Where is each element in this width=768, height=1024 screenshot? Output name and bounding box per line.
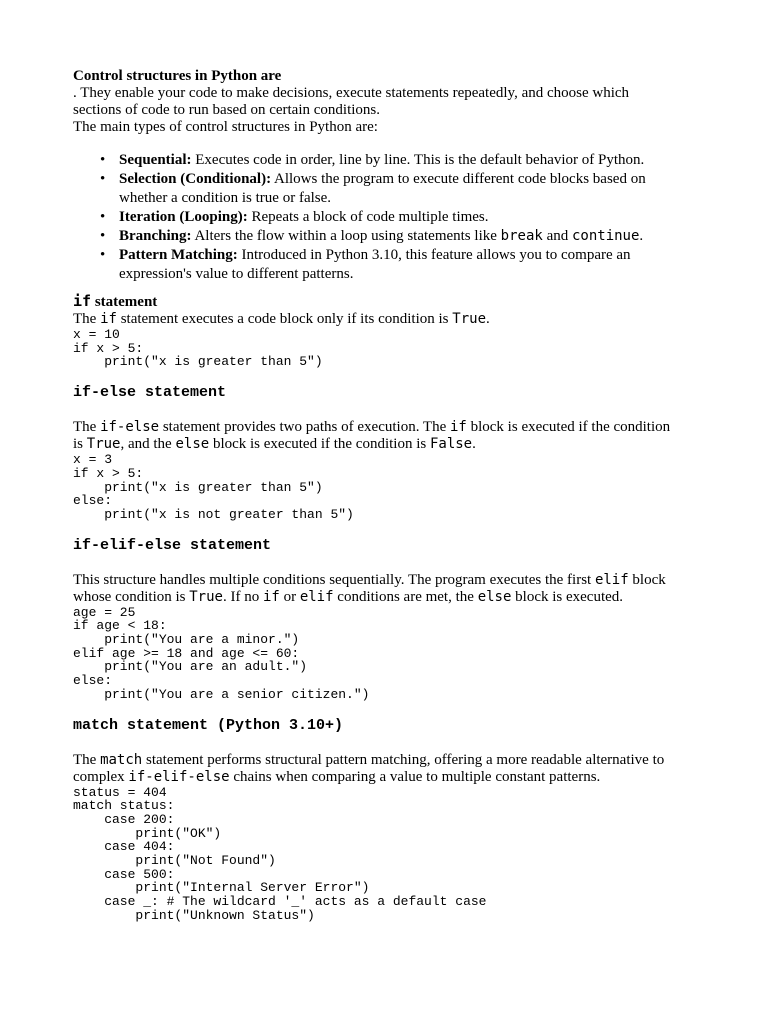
inline-code: elif (594, 571, 629, 588)
document-title: Control structures in Python are (73, 68, 282, 84)
inline-code: if (262, 588, 280, 605)
if-heading-code: if (73, 292, 92, 310)
list-item-term: Sequential: (119, 152, 192, 168)
text-fragment: The (73, 311, 101, 327)
if-else-description (73, 419, 713, 453)
if-else-code-block: x = 3 if x > 5: print("x is greater than 5") else: print("x is not greater than 5") (73, 452, 354, 522)
intro-line-1: . They enable your code to make decisions, execute statements repeatedly, and choose which (73, 85, 630, 101)
list-item (73, 227, 713, 246)
text-fragment: . (486, 311, 490, 327)
inline-code: else (175, 436, 210, 453)
text-fragment: , and the (120, 436, 176, 453)
text-fragment: or (279, 588, 300, 605)
document-page (73, 68, 713, 923)
inline-code: if-else (100, 419, 160, 436)
if-heading (73, 293, 713, 311)
intro-line-2: sections of code to run based on certain conditions. (73, 102, 381, 118)
list-item-desc: Repeats a block of code multiple times. (247, 209, 489, 225)
bullet-icon: • (100, 209, 106, 225)
text-fragment: whose condition is (73, 588, 190, 605)
if-description (73, 311, 713, 328)
text-fragment: is (73, 436, 87, 453)
text-fragment: complex (73, 768, 129, 785)
inline-code: True (452, 311, 486, 327)
inline-code: False (429, 436, 473, 453)
text-fragment: statement performs structural pattern matching, offering a more readable alternative to (142, 751, 665, 768)
inline-code: if-elif-else (128, 768, 230, 785)
list-item-desc-cont: expression's value to different patterns. (119, 266, 354, 282)
inline-code: elif (299, 588, 334, 605)
match-heading: match statement (Python 3.10+) (73, 716, 344, 734)
inline-code-break: break (500, 228, 543, 244)
list-item (73, 151, 713, 170)
text-fragment: conditions are met, the (333, 588, 478, 605)
if-code-block: x = 10 if x > 5: print("x is greater than 5") (73, 327, 323, 370)
text-fragment: block is executed. (511, 588, 624, 605)
list-item-term: Pattern Matching: (119, 247, 238, 263)
match-code-block: status = 404 match status: case 200: print("OK") case 404: print("Not Found") case 500: print("Internal Server Error") case _: # The wildcard '_' acts as a default case print("Unknown Status") (73, 784, 487, 923)
list-item-desc: Allows the program to execute different code blocks based on (271, 171, 646, 187)
list-item (73, 246, 713, 284)
if-heading-text: statement (91, 294, 158, 310)
text-fragment: block is executed if the condition is (209, 436, 430, 453)
text-fragment: The (73, 419, 101, 436)
list-item-desc-cont: whether a condition is true or false. (119, 190, 332, 206)
if-elif-else-description (73, 572, 713, 606)
text-fragment: . (472, 436, 476, 453)
bullet-icon: • (100, 228, 106, 244)
list-item (73, 170, 713, 208)
intro-line-3: The main types of control structures in Python are: (73, 119, 378, 135)
match-description (73, 752, 713, 786)
text-fragment: chains when comparing a value to multiple constant patterns. (229, 768, 601, 785)
if-else-heading: if-else statement (73, 384, 227, 402)
list-item-desc-mid: and (542, 228, 572, 244)
text-fragment: statement executes a code block only if its condition is (116, 311, 453, 327)
list-item-desc: Alters the flow within a loop using statements like (191, 228, 501, 244)
text-fragment: statement provides two paths of execution. The (159, 419, 450, 436)
list-item (73, 208, 713, 227)
bullet-icon: • (100, 152, 106, 168)
if-elif-else-heading: if-elif-else statement (73, 536, 272, 554)
text-fragment: . If no (222, 588, 263, 605)
text-fragment: block is executed if the condition (466, 419, 671, 436)
text-fragment: The (73, 751, 101, 768)
bullet-icon: • (100, 247, 106, 263)
list-item-term: Iteration (Looping): (119, 209, 248, 225)
list-item-desc: Executes code in order, line by line. This is the default behavior of Python. (191, 152, 645, 168)
inline-code: if (450, 419, 467, 436)
inline-code: match (100, 751, 143, 768)
control-types-list (73, 151, 713, 284)
inline-code: True (189, 588, 223, 605)
list-item-desc-end: . (639, 228, 644, 244)
if-elif-else-code-block: age = 25 if age < 18: print("You are a minor.") elif age >= 18 and age <= 60: print("You are an adult.") else: print("You are a senior citizen.") (73, 604, 370, 702)
list-item-term: Selection (Conditional): (119, 171, 272, 187)
list-item-term: Branching: (119, 228, 192, 244)
inline-code: True (86, 436, 121, 453)
inline-code-continue: continue (571, 228, 640, 244)
text-fragment: block (628, 571, 666, 588)
list-item-desc: Introduced in Python 3.10, this feature allows you to compare an (237, 247, 631, 263)
inline-code: if (100, 311, 117, 327)
text-fragment: This structure handles multiple conditions sequentially. The program executes the first (73, 571, 595, 588)
bullet-icon: • (100, 171, 106, 187)
inline-code: else (477, 588, 512, 605)
